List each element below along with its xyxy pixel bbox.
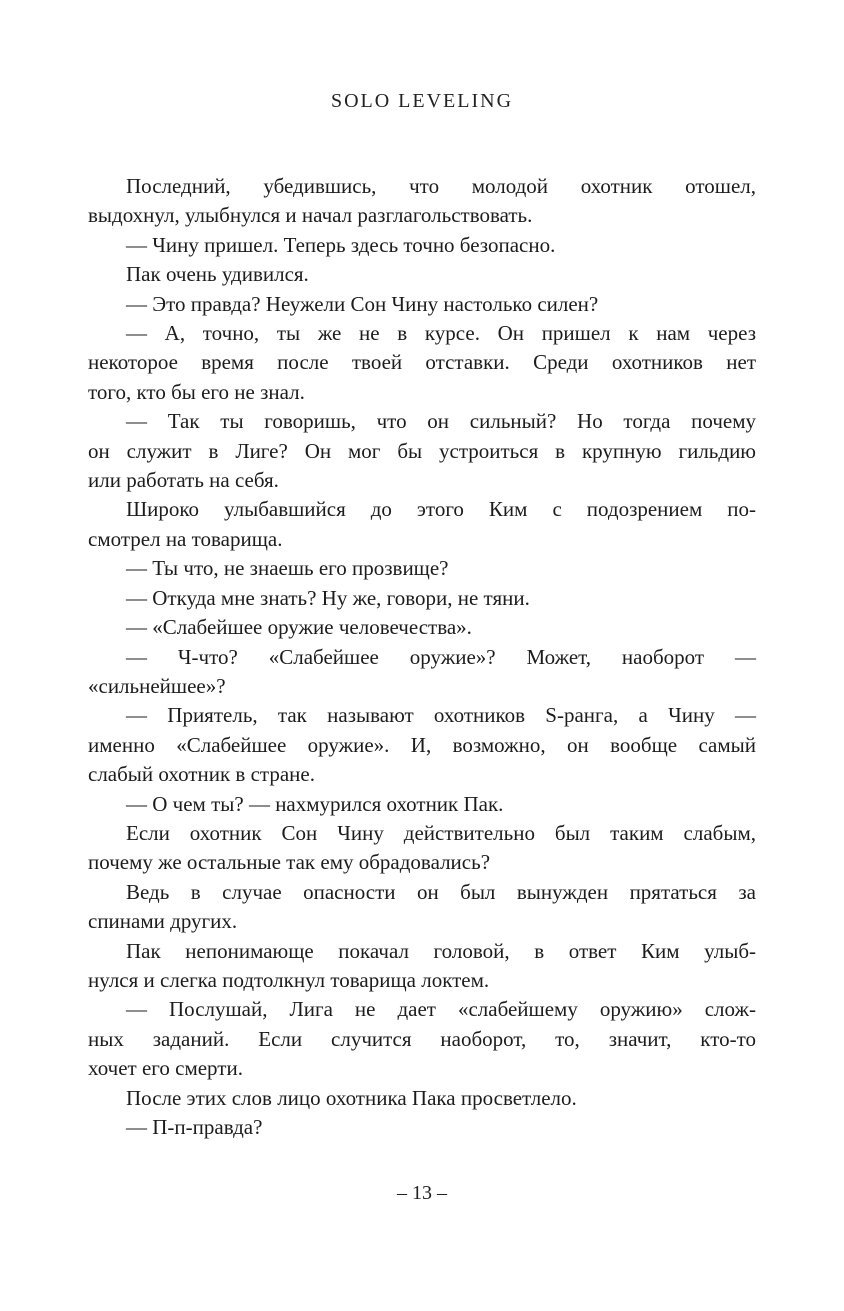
paragraph	[88, 878, 756, 937]
paragraph	[88, 260, 756, 289]
text-line: — Послушай, Лига не дает «слабейшему оружию» слож-	[126, 997, 756, 1022]
text-line: — Откуда мне знать? Ну же, говори, не тяни.	[126, 585, 530, 610]
text-line: Пак непонимающе покачал головой, в ответ Ким улыб-	[126, 938, 756, 963]
paragraph	[88, 790, 756, 819]
paragraph	[88, 584, 756, 613]
text-line: — Чину пришел. Теперь здесь точно безопасно.	[126, 232, 556, 257]
text-line: ных заданий. Если случится наоборот, то, значит, кто-то	[88, 1026, 756, 1051]
text-line: «сильнейшее»?	[88, 673, 226, 698]
page-number: – 13 –	[397, 1182, 447, 1204]
paragraph	[88, 613, 756, 642]
text-line: смотрел на товарища.	[88, 526, 283, 551]
paragraph	[88, 937, 756, 996]
text-line: — А, точно, ты же не в курсе. Он пришел к нам через	[126, 321, 756, 346]
text-line: Если охотник Сон Чину действительно был таким слабым,	[126, 820, 756, 845]
text-line: он служит в Лиге? Он мог бы устроиться в крупную гильдию	[88, 438, 756, 463]
paragraph	[88, 495, 756, 554]
text-line: Пак очень удивился.	[126, 262, 309, 287]
text-line: — Так ты говоришь, что он сильный? Но тогда почему	[126, 409, 756, 434]
paragraph	[88, 407, 756, 495]
running-head: SOLO LEVELING	[330, 90, 514, 112]
paragraph	[88, 819, 756, 878]
text-line: Ведь в случае опасности он был вынужден прятаться за	[126, 879, 756, 904]
paragraph	[88, 701, 756, 789]
text-line: почему же остальные так ему обрадовались?	[88, 850, 491, 875]
text-line: — Приятель, так называют охотников S-ранга, а Чину —	[126, 703, 756, 728]
text-line: — П-п-правда?	[126, 1115, 263, 1139]
paragraph	[88, 643, 756, 702]
paragraph	[88, 231, 756, 260]
text-line: или работать на себя.	[88, 468, 279, 493]
paragraph	[88, 172, 756, 231]
text-line: того, кто бы его не знал.	[88, 379, 305, 404]
text-line: некоторое время после твоей отставки. Среди охотников нет	[88, 350, 756, 375]
paragraph	[88, 995, 756, 1083]
text-line: — Это правда? Неужели Сон Чину настолько силен?	[126, 291, 599, 316]
text-line: Последний, убедившись, что молодой охотник отошел,	[126, 174, 756, 198]
body-text	[88, 172, 756, 1142]
text-line: После этих слов лицо охотника Пака просветлело.	[126, 1085, 577, 1110]
text-line: Широко улыбавшийся до этого Ким с подозрением по-	[126, 497, 756, 522]
text-line: выдохнул, улыбнулся и начал разглагольствовать.	[88, 203, 533, 228]
text-line: — Ты что, не знаешь его прозвище?	[126, 556, 449, 581]
paragraph	[88, 290, 756, 319]
text-line: — Ч-что? «Слабейшее оружие»? Может, наоборот —	[126, 644, 756, 669]
text-line: — «Слабейшее оружие человечества».	[126, 615, 472, 640]
paragraph	[88, 1084, 756, 1113]
paragraph	[88, 1113, 756, 1142]
text-line: слабый охотник в стране.	[88, 762, 315, 787]
text-line: хочет его смерти.	[88, 1056, 243, 1081]
text-line: нулся и слегка подтолкнул товарища локтем.	[88, 967, 490, 992]
text-line: именно «Слабейшее оружие». И, возможно, он вообще самый	[88, 732, 756, 757]
text-line: спинами других.	[88, 909, 238, 934]
text-line: — О чем ты? — нахмурился охотник Пак.	[126, 791, 504, 816]
paragraph	[88, 319, 756, 407]
paragraph	[88, 554, 756, 583]
